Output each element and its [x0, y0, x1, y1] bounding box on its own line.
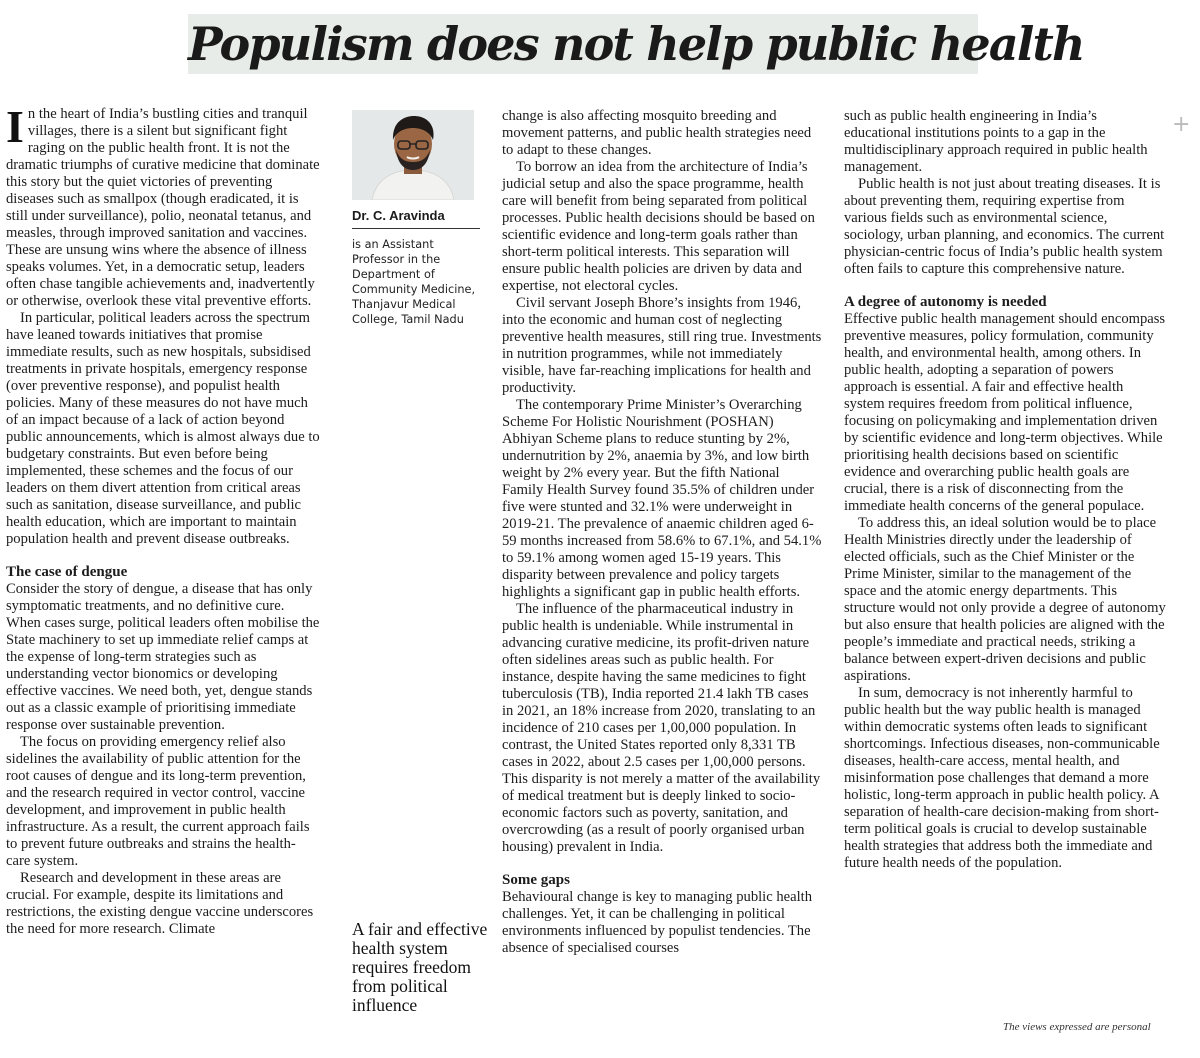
- paragraph: The influence of the pharmaceutical industry in public health is undeniable. While instrumental in advancing curative medicine, its profit-driven nature often sidelines areas such as public health. For instance, despite having the same medicines to fight tuberculosis (TB), India reported 21.4 lakh TB cases in 2021, an 18% increase from 2020, translating to an incidence of 210 cases per 1,00,000 population. In contrast, the United States reported only 8,331 TB cases in 2022, about 2.5 cases per 1,00,000 persons. This disparity is not merely a matter of the availability of medical treatment but is deeply linked to socio-economic factors such as poverty, sanitation, and overcrowding (as a result of poorly organised urban housing) prevalent in India.: [502, 601, 821, 855]
- paragraph: Public health is not just about treating diseases. It is about preventing them, requiring expertise from various fields such as environmental science, sociology, urban planning, and economics. The current physician-centric focus of India’s public health system often fails to capture this comprehensive nature.: [844, 176, 1165, 277]
- paragraph: To borrow an idea from the architecture of India’s judicial setup and also the space programme, health care will benefit from being separated from political processes. Public health decisions should be based on scientific evidence and long-term goals rather than short-term political interests. This separation will ensure public health policies are driven by data and expertise, not electoral cycles.: [502, 159, 815, 294]
- subheading: A degree of autonomy is needed: [844, 294, 1047, 310]
- paragraph: Behavioural change is key to managing public health challenges. Yet, it can be challenging in political environments influenced by populist tendencies. The absence of specialised courses: [502, 889, 813, 956]
- paragraph: In particular, political leaders across the spectrum have leaned towards initiatives that promise immediate results, such as new hospitals, subsidised treatments in private hospitals, emergency response (over preventive response), and populist health policies. Many of these measures do not have much of an impact because of a lack of action beyond public announcements, which is almost always due to budgetary constraints. But even before being implemented, these schemes and the focus of our leaders on them divert attention from critical areas such as sanitation, disease surveillance, and public health education, which are important to maintain population health and prevent disease outbreaks.: [6, 310, 320, 547]
- author-name: Dr. C. Aravinda: [352, 208, 445, 223]
- subheading: Some gaps: [502, 872, 570, 888]
- pull-quote: A fair and effective health system requires freedom from political influence: [352, 919, 488, 1015]
- dropcap: I: [6, 101, 24, 152]
- footnote: The views expressed are personal: [1003, 1021, 1151, 1033]
- paragraph: The contemporary Prime Minister’s Overarching Scheme For Holistic Nourishment (POSHAN) Abhiyan Scheme plans to reduce stunting by 2%, undernutrition by 2%, anaemia by 3%, and low birth weight by 2% every year. But the fifth National Family Health Survey found 35.5% of children under five were stunted and 32.1% were underweight in 2019-21. The prevalence of anaemic children aged 6-59 months increased from 58.6% to 67.1%, and 54.1% to 59.1% among women aged 15-19 years. This disparity between prevalence and policy targets highlights a significant gap in public health efforts.: [502, 397, 822, 600]
- column-4: [844, 108, 1166, 872]
- author-description: is an Assistant Professor in the Department of Community Medicine, Thanjavur Medical College, Tamil Nadu: [352, 238, 476, 326]
- author-photo: [352, 110, 474, 200]
- author-portrait-icon: [352, 110, 474, 200]
- subheading: The case of dengue: [6, 564, 128, 580]
- paragraph: Civil servant Joseph Bhore’s insights from 1946, into the economic and human cost of neglecting preventive health measures, still ring true. Investments in nutrition programmes, while not immediately visible, have far-reaching implications for health and productivity.: [502, 295, 822, 396]
- paragraph: such as public health engineering in India’s educational institutions points to a gap in the multidisciplinary approach required in public health management.: [844, 108, 1148, 175]
- paragraph: Effective public health management should encompass preventive measures, policy formulation, community health, and environmental health, among others. In public health, adopting a separation of powers approach is essential. A fair and effective health system requires freedom from political influence, focusing on policymaking and implementation driven by scientific evidence and long-term objectives. While prioritising health decisions based on scientific evidence and overarching public health goals are crucial, there is a risk of disconnecting from the immediate health concerns of the general populace.: [844, 311, 1166, 514]
- plus-icon: +: [1172, 112, 1191, 137]
- paragraph: Research and development in these areas are crucial. For example, despite its limitations and restrictions, the existing dengue vaccine underscores the need for more research. Climate: [6, 870, 314, 937]
- column-3: [502, 108, 822, 957]
- byline-divider: [352, 228, 480, 229]
- paragraph: change is also affecting mosquito breeding and movement patterns, and public health strategies need to adapt to these changes.: [502, 108, 812, 158]
- paragraph: Consider the story of dengue, a disease that has only symptomatic treatments, and no definitive cure. When cases surge, political leaders often mobilise the State machinery to set up immediate relief camps at the expense of long-term strategies such as understanding vector bionomics or developing effective vaccines. We need both, yet, dengue stands out as a classic example of prioritising immediate response over sustainable prevention.: [6, 581, 320, 733]
- paragraph: To address this, an ideal solution would be to place Health Ministries directly under the leadership of elected officials, such as the Chief Minister or the Prime Minister, similar to the management of the space and the atomic energy departments. This structure would not only provide a degree of autonomy but also ensure that health policies are aligned with the people’s immediate and practical needs, striking a balance between expert-driven decisions and public aspirations.: [844, 515, 1166, 684]
- paragraph: In the heart of India’s bustling cities and tranquil villages, there is a silent but significant fight raging on the public health front. It is not the dramatic triumphs of curative medicine that dominate this story but the quiet victories of preventing diseases such as smallpox (though eradicated, it is still under surveillance), polio, neonatal tetanus, and measles, through improved sanitation and vaccines. These are unsung wins where the absence of illness speaks volumes. Yet, in a democratic setup, leaders often chase tangible achievements and, inadvertently or otherwise, overlook these vital preventive efforts.: [6, 101, 320, 309]
- headline: Populism does not help public health: [188, 17, 1084, 71]
- paragraph: The focus on providing emergency relief also sidelines the availability of public attention for the root causes of dengue and its long-term prevention, and the research required in vector control, vaccine development, and improvement in public health infrastructure. As a result, the current approach fails to prevent future outbreaks and strains the health-care system.: [6, 734, 310, 869]
- paragraph: In sum, democracy is not inherently harmful to public health but the way public health is managed within democratic systems often leads to significant shortcomings. Infectious diseases, non-communicable diseases, health-care access, mental health, and misinformation pose challenges that demand a more holistic, long-term approach in public health policy. A separation of health-care decision-making from short-term political goals is crucial to develop sustainable health strategies that address both the immediate and future health needs of the population.: [844, 685, 1160, 871]
- column-1: [6, 101, 320, 938]
- headline-banner: [188, 14, 1084, 74]
